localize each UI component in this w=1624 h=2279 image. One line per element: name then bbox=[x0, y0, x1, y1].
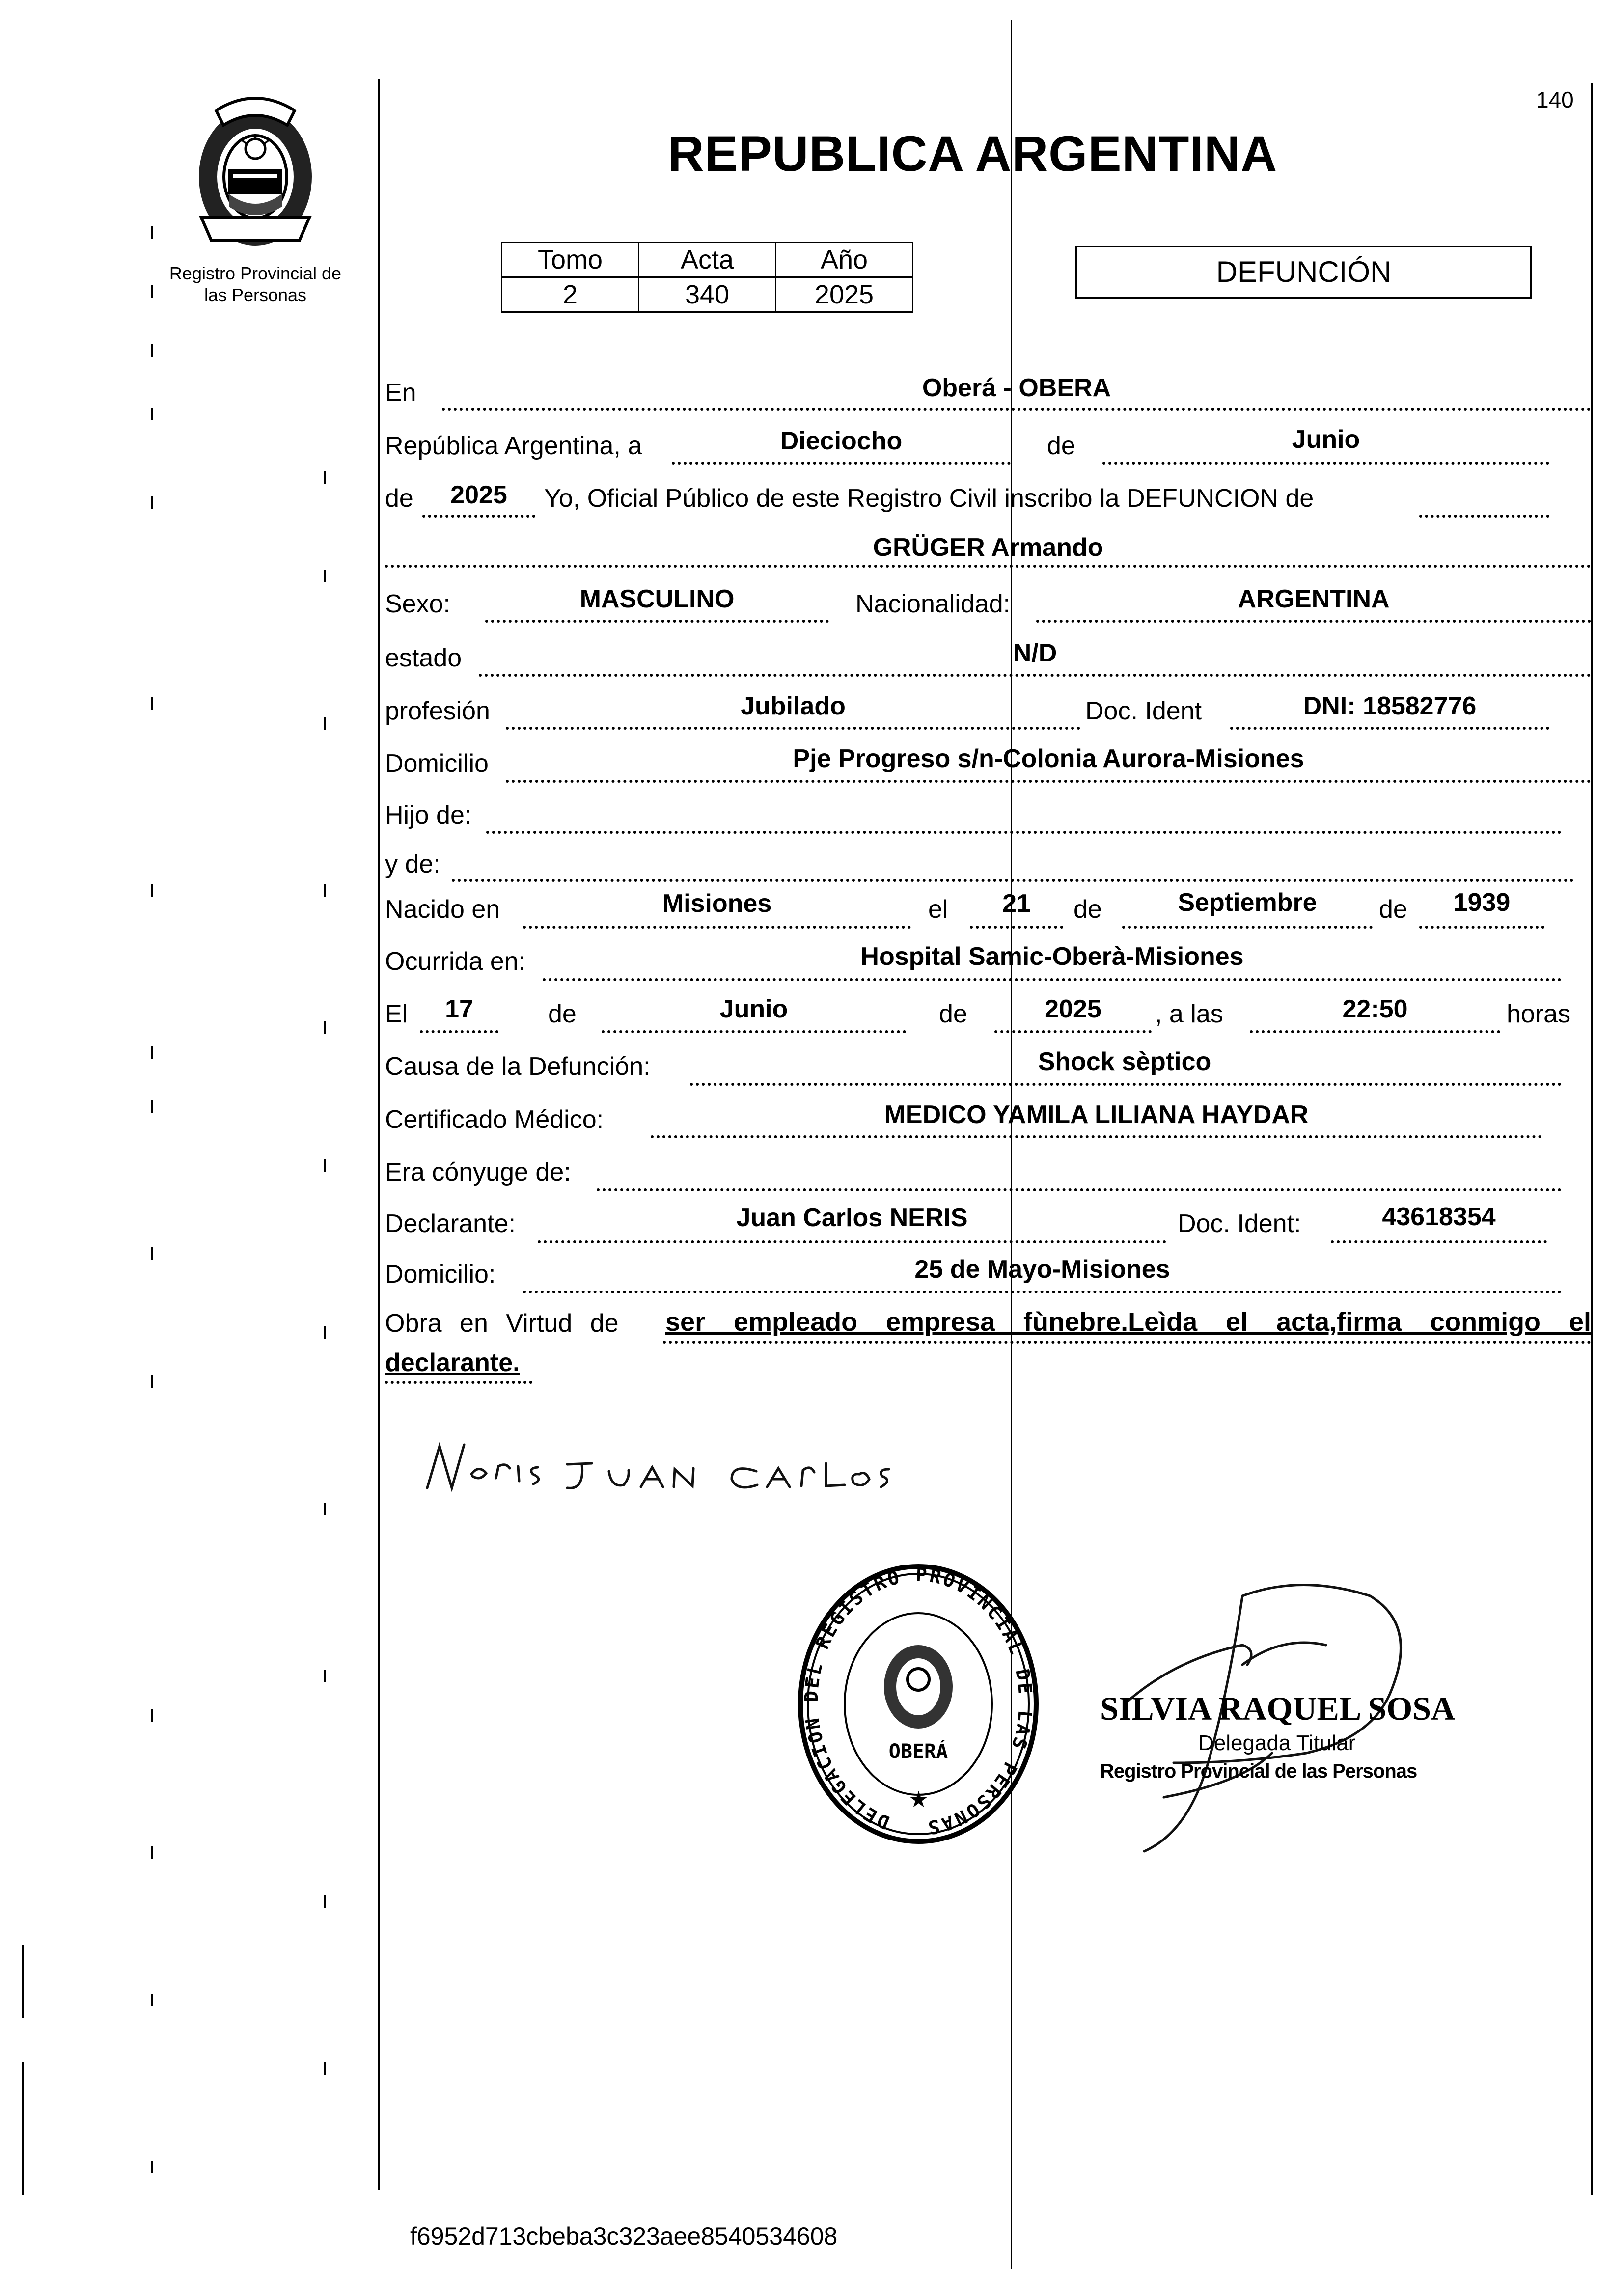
fold-line bbox=[1011, 20, 1012, 2269]
anio-dotted-line bbox=[422, 515, 535, 518]
anio-value: 2025 bbox=[450, 481, 507, 509]
domicilio2-label: Domicilio: bbox=[385, 1260, 496, 1289]
sexo-value: MASCULINO bbox=[579, 585, 735, 613]
scan-mark bbox=[324, 884, 326, 897]
scan-mark bbox=[151, 285, 153, 298]
scan-mark bbox=[151, 697, 153, 710]
registry-seal-stamp bbox=[791, 1562, 1046, 1846]
scan-mark bbox=[324, 2062, 326, 2075]
scan-mark bbox=[151, 226, 153, 239]
nombre-value: GRÜGER Armando bbox=[873, 533, 1103, 562]
hijo-dotted-line bbox=[486, 831, 1562, 834]
estado-label: estado bbox=[385, 644, 462, 672]
dia-value: Dieciocho bbox=[780, 427, 903, 455]
scan-mark bbox=[151, 1994, 153, 2006]
de-label: de bbox=[1047, 432, 1075, 460]
def-de2-label: de bbox=[939, 1000, 967, 1028]
scan-mark bbox=[151, 1247, 153, 1260]
causa-dotted-line bbox=[690, 1083, 1562, 1086]
yde-label: y de: bbox=[385, 850, 440, 879]
acta-value: 340 bbox=[639, 277, 776, 312]
scan-mark bbox=[151, 344, 153, 357]
en-value: Oberá - OBERA bbox=[922, 374, 1111, 402]
nac-mes-value: Septiembre bbox=[1178, 888, 1317, 917]
anio-header: Año bbox=[776, 243, 913, 277]
def-mes-value: Junio bbox=[719, 995, 788, 1023]
scan-mark bbox=[151, 1709, 153, 1722]
domicilio-dotted-line bbox=[506, 780, 1591, 783]
scan-mark bbox=[324, 570, 326, 582]
sexo-label: Sexo: bbox=[385, 590, 450, 618]
svg-text:DELEGACION DEL REGISTRO PROVIN: DELEGACION DEL REGISTRO PROVINCIAL DE LAS PERSONAS bbox=[800, 1564, 1037, 1839]
obra-dotted-line-2 bbox=[385, 1381, 532, 1384]
domicilio2-value: 25 de Mayo-Misiones bbox=[914, 1255, 1170, 1284]
causa-label: Causa de la Defunción: bbox=[385, 1052, 651, 1081]
domicilio2-dotted-line bbox=[523, 1291, 1562, 1293]
declarant-signature bbox=[417, 1434, 899, 1512]
def-mes-dotted-line bbox=[602, 1030, 906, 1033]
page-title: REPUBLICA ARGENTINA bbox=[668, 126, 1278, 182]
left-margin-rule bbox=[378, 79, 380, 2190]
tomo-value: 2 bbox=[502, 277, 639, 312]
scan-mark bbox=[324, 1326, 326, 1339]
right-margin-rule bbox=[1591, 83, 1593, 2195]
doc2-label: Doc. Ident: bbox=[1178, 1209, 1301, 1238]
nac-anio-value: 1939 bbox=[1453, 888, 1511, 917]
nacido-value: Misiones bbox=[662, 889, 772, 918]
record-number-header-row bbox=[502, 243, 913, 277]
ocurrida-dotted-line bbox=[543, 978, 1562, 981]
def-anio-value: 2025 bbox=[1045, 995, 1101, 1023]
mes-value: Junio bbox=[1292, 425, 1360, 454]
en-dotted-line bbox=[442, 408, 1591, 411]
domicilio-label: Domicilio bbox=[385, 749, 489, 778]
nac-el-label: el bbox=[928, 895, 948, 924]
nombre-dotted-line bbox=[385, 565, 1591, 568]
doc-label: Doc. Ident bbox=[1085, 697, 1202, 725]
nac-anio-dotted-line bbox=[1419, 926, 1544, 929]
doc2-dotted-line bbox=[1331, 1240, 1547, 1243]
conyuge-dotted-line bbox=[597, 1188, 1562, 1191]
acta-header: Acta bbox=[639, 243, 776, 277]
record-type-box bbox=[1075, 246, 1532, 299]
scan-mark bbox=[324, 1670, 326, 1682]
de-year-label: de bbox=[385, 484, 413, 513]
def-hora-value: 22:50 bbox=[1342, 995, 1408, 1023]
obra-dotted-line bbox=[663, 1341, 1591, 1344]
def-hora-dotted-line bbox=[1250, 1030, 1500, 1033]
doc-value: DNI: 18582776 bbox=[1303, 692, 1477, 720]
inscribo-dotted-line bbox=[1419, 515, 1549, 518]
def-anio-dotted-line bbox=[994, 1030, 1152, 1033]
causa-value: Shock sèptico bbox=[1038, 1047, 1211, 1076]
nacido-dotted-line bbox=[523, 926, 911, 929]
domicilio-value: Pje Progreso s/n-Colonia Aurora-Misiones bbox=[793, 744, 1304, 773]
scan-mark bbox=[151, 1375, 153, 1388]
page-number: 140 bbox=[1536, 87, 1574, 112]
doc2-value: 43618354 bbox=[1382, 1203, 1496, 1231]
scan-mark bbox=[324, 1021, 326, 1034]
declarante-label: Declarante: bbox=[385, 1209, 516, 1238]
svg-text:OBERÁ: OBERÁ bbox=[888, 1740, 948, 1763]
registry-caption-line2: las Personas bbox=[204, 285, 307, 305]
declarante-value: Juan Carlos NERIS bbox=[736, 1204, 968, 1232]
scan-edge-mark bbox=[22, 2062, 24, 2195]
nacionalidad-dotted-line bbox=[1036, 620, 1591, 623]
mes-dotted-line bbox=[1102, 462, 1549, 465]
estado-dotted-line bbox=[479, 674, 1591, 677]
nacido-label: Nacido en bbox=[385, 895, 500, 924]
estado-value: N/D bbox=[1013, 639, 1057, 667]
obra-value-line2: declarante. bbox=[385, 1348, 520, 1377]
nac-de-label: de bbox=[1073, 895, 1102, 924]
official-name: SILVIA RAQUEL SOSA bbox=[1100, 1690, 1456, 1727]
en-label: En bbox=[385, 379, 416, 407]
provincia-misiones-logo bbox=[182, 91, 329, 248]
ocurrida-label: Ocurrida en: bbox=[385, 947, 526, 976]
doc-dotted-line bbox=[1230, 727, 1549, 730]
record-type-label: DEFUNCIÓN bbox=[1216, 255, 1392, 288]
dia-dotted-line bbox=[672, 462, 1011, 465]
yde-dotted-line bbox=[452, 879, 1574, 882]
def-dia-dotted-line bbox=[420, 1030, 498, 1033]
certificado-value: MEDICO YAMILA LILIANA HAYDAR bbox=[884, 1100, 1309, 1129]
document-hash: f6952d713cbeba3c323aee8540534608 bbox=[410, 2223, 838, 2250]
scan-mark bbox=[151, 496, 153, 509]
horas-label: horas bbox=[1507, 1000, 1571, 1028]
certificado-dotted-line bbox=[651, 1135, 1542, 1138]
scan-mark bbox=[151, 408, 153, 420]
scan-mark bbox=[324, 1159, 326, 1172]
obra-label: Obra en Virtud de bbox=[385, 1309, 619, 1338]
scan-mark bbox=[324, 717, 326, 730]
sexo-dotted-line bbox=[485, 620, 829, 623]
nac-mes-dotted-line bbox=[1122, 926, 1373, 929]
certificado-label: Certificado Médico: bbox=[385, 1105, 604, 1134]
profesion-label: profesión bbox=[385, 697, 490, 725]
scan-mark bbox=[151, 1100, 153, 1113]
def-el-label: El bbox=[385, 1000, 408, 1028]
svg-text:★: ★ bbox=[908, 1786, 929, 1812]
nac-dia-dotted-line bbox=[970, 926, 1063, 929]
nacionalidad-value: ARGENTINA bbox=[1238, 585, 1390, 613]
nac-dia-value: 21 bbox=[1002, 889, 1031, 918]
ocurrida-value: Hospital Samic-Oberà-Misiones bbox=[860, 942, 1244, 971]
profesion-dotted-line bbox=[506, 727, 1080, 730]
scan-mark bbox=[151, 1846, 153, 1859]
def-dia-value: 17 bbox=[445, 995, 473, 1023]
scan-edge-mark bbox=[22, 1945, 24, 2018]
scan-mark bbox=[151, 2161, 153, 2173]
nacionalidad-label: Nacionalidad: bbox=[855, 590, 1011, 618]
registry-caption-line1: Registro Provincial de bbox=[169, 263, 342, 283]
republica-label: República Argentina, a bbox=[385, 432, 642, 460]
record-number-table bbox=[501, 242, 913, 313]
official-role: Delegada Titular bbox=[1198, 1731, 1356, 1755]
record-number-value-row bbox=[502, 277, 913, 312]
hijo-label: Hijo de: bbox=[385, 801, 472, 829]
tomo-header: Tomo bbox=[502, 243, 639, 277]
nac-de2-label: de bbox=[1379, 895, 1407, 924]
declarante-dotted-line bbox=[538, 1240, 1166, 1243]
scan-mark bbox=[324, 1895, 326, 1908]
profesion-value: Jubilado bbox=[741, 692, 846, 720]
conyuge-label: Era cónyuge de: bbox=[385, 1158, 571, 1186]
registry-caption bbox=[157, 263, 354, 306]
anio-value: 2025 bbox=[776, 277, 913, 312]
def-de-label: de bbox=[548, 1000, 577, 1028]
scan-mark bbox=[324, 1503, 326, 1515]
scan-mark bbox=[324, 471, 326, 484]
obra-value-line1: ser empleado empresa fùnebre.Leìda el acta,firma conmigo el bbox=[665, 1307, 1591, 1337]
official-office: Registro Provincial de las Personas bbox=[1100, 1760, 1417, 1782]
scan-mark bbox=[151, 884, 153, 897]
inscribo-text: Yo, Oficial Público de este Registro Civil inscribo la DEFUNCION de bbox=[544, 484, 1314, 513]
alas-label: , a las bbox=[1155, 1000, 1223, 1028]
scan-mark bbox=[151, 1046, 153, 1059]
